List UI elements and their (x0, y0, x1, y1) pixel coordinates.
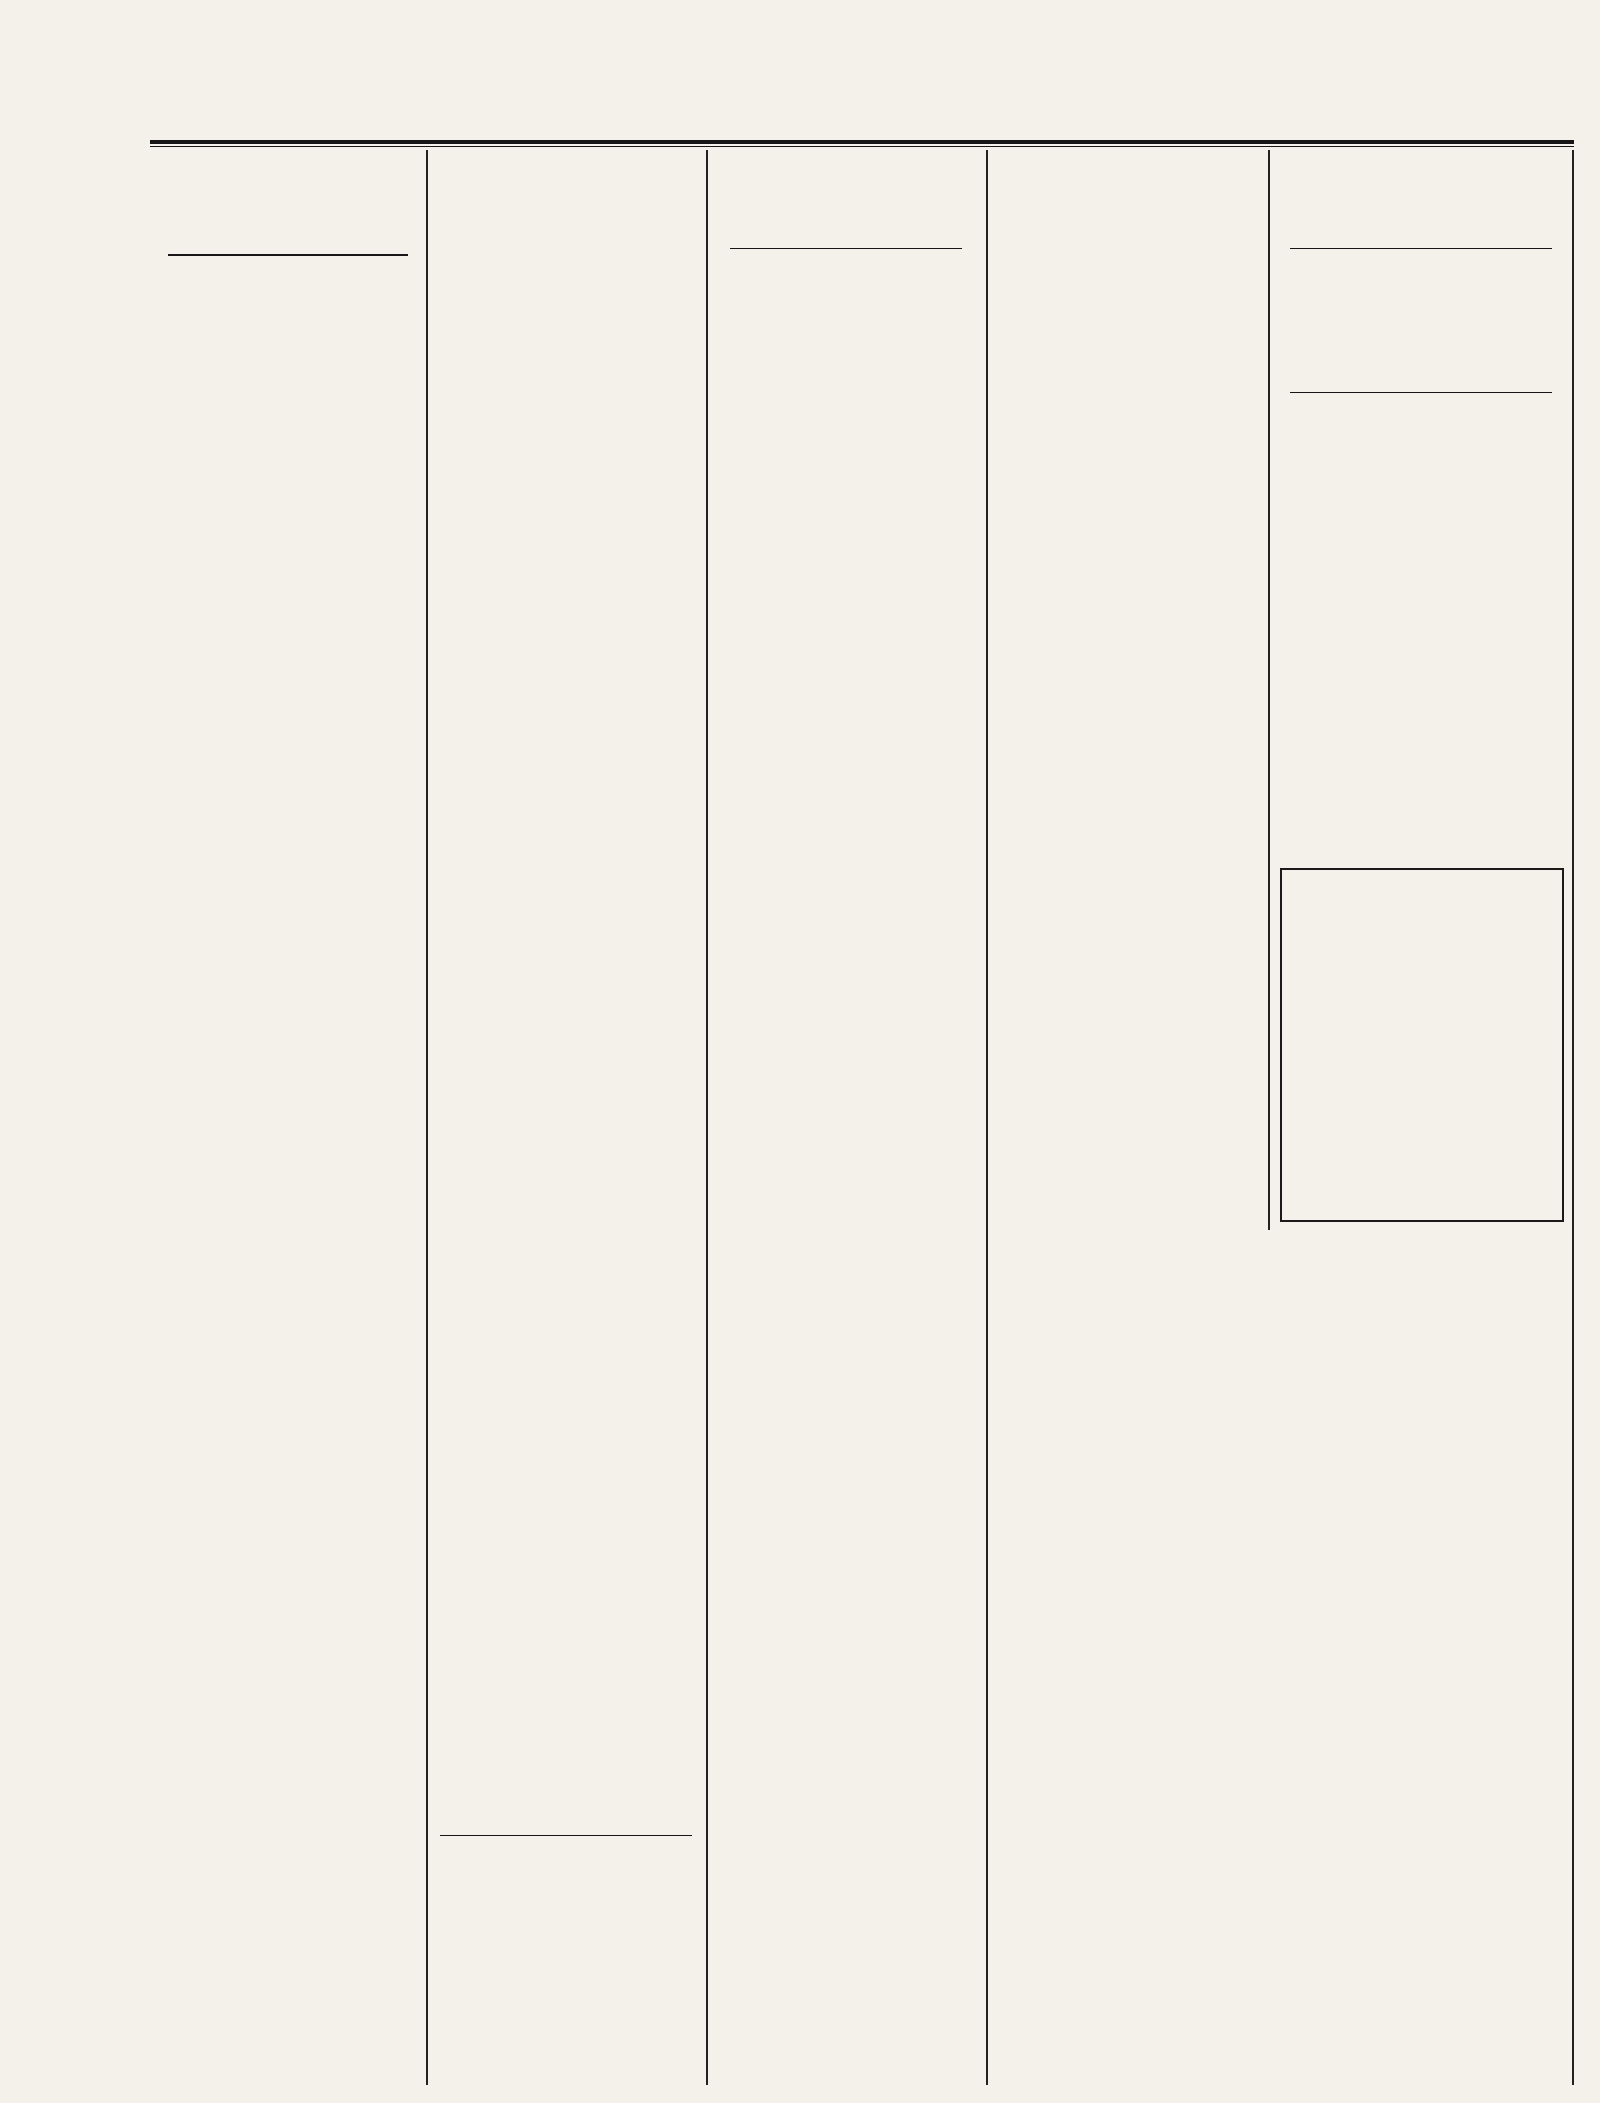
patrai-article (154, 436, 418, 1094)
ad-zitountai (434, 2006, 698, 2086)
volos-article (434, 592, 698, 1228)
speech-part-1 (714, 392, 978, 2086)
section-rule (1290, 392, 1552, 393)
dromologion-departures (1276, 458, 1566, 478)
kalamai-subheading (434, 1294, 698, 1330)
ad-photo (1276, 254, 1566, 384)
ad-tygron-stats (1290, 956, 1552, 990)
patrai-subheading (154, 298, 418, 430)
column-divider (706, 150, 708, 2085)
speech-part-3 (1276, 152, 1566, 242)
speech-source (714, 352, 978, 388)
column-divider (426, 150, 428, 2085)
speech-session (714, 334, 978, 352)
volos-subheading (434, 512, 698, 586)
agrinion-article (434, 1628, 698, 1828)
chalkis-subheading (154, 1140, 418, 1196)
section-rule (440, 1835, 692, 1836)
col2-top-article (434, 152, 698, 447)
headline-rule (168, 254, 408, 256)
dromologion-schedule (1276, 482, 1566, 862)
chalkis-article (154, 1204, 418, 2059)
kalamai-article (434, 1334, 698, 1544)
ad-tygron-address (1284, 1202, 1558, 1216)
ad-tygron-note (1284, 1150, 1558, 1166)
masthead-rule-thin (150, 146, 1574, 147)
speech-intro (714, 254, 978, 330)
col2-epidiktis (434, 452, 698, 470)
column-divider (986, 150, 988, 2085)
speech-part-2 (994, 152, 1260, 2086)
headline-rule (730, 248, 962, 249)
agrinion-subheading (434, 1590, 698, 1624)
ad-kolonia-body (434, 1904, 698, 2000)
volos-signature (434, 1232, 692, 1250)
section-rule (1290, 248, 1552, 249)
ad-tygron-advice (1290, 1102, 1552, 1148)
column-divider (1268, 150, 1270, 1230)
column-divider (1572, 150, 1574, 2085)
ad-tygron-body (1290, 994, 1552, 1078)
masthead-rule (150, 140, 1574, 144)
